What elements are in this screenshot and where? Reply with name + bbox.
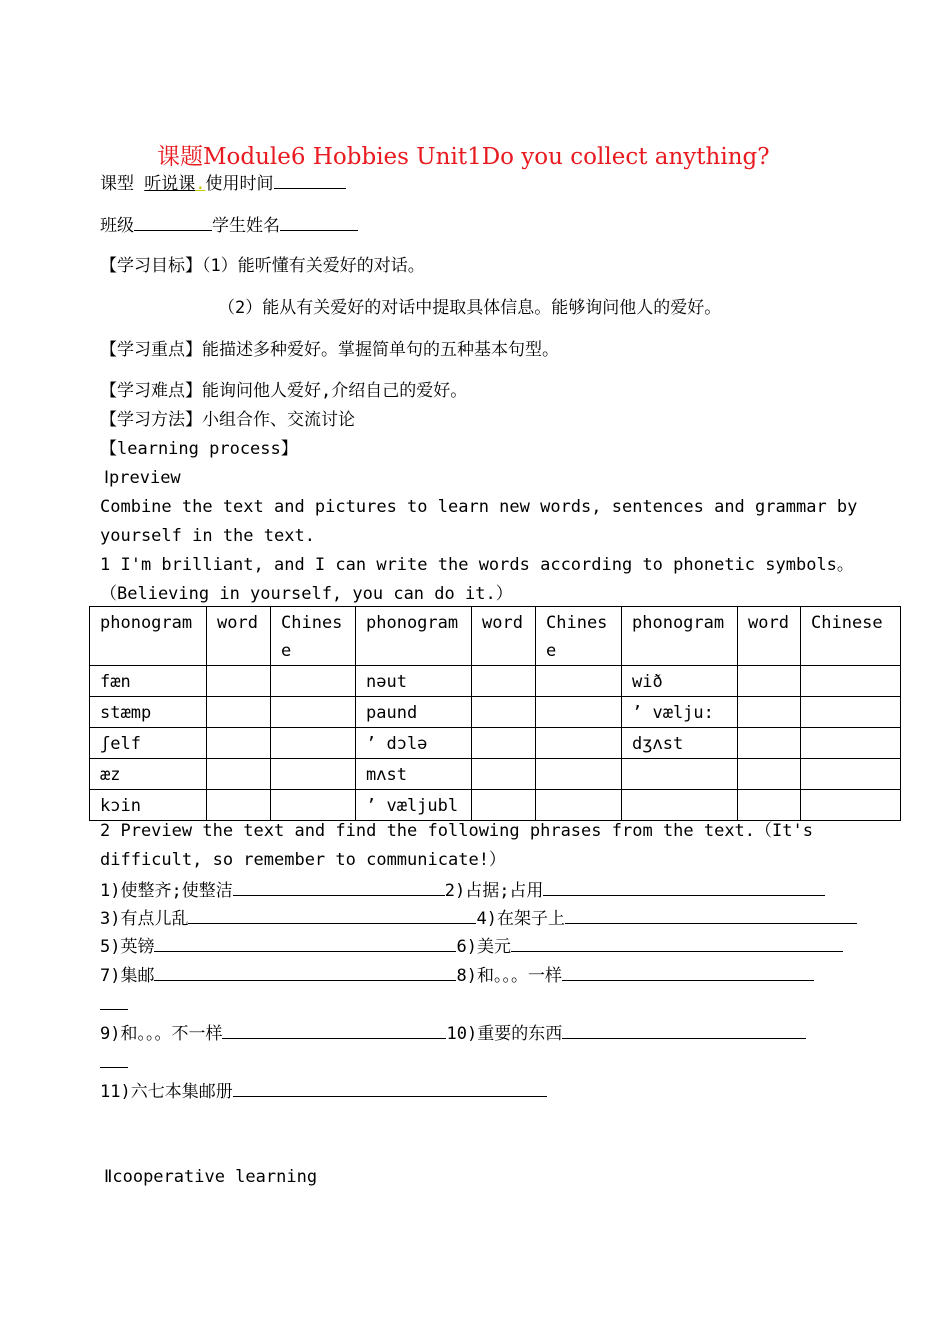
method-label: 【学习方法】 [100,410,202,430]
chinese-answer-cell[interactable] [536,666,622,697]
word-answer-cell[interactable] [472,759,536,790]
table-header-cell: Chinese [801,607,901,666]
phrase-blank[interactable] [511,935,843,952]
phrase-item: 6)美元 [456,937,511,957]
chinese-answer-cell[interactable] [271,697,356,728]
chinese-answer-cell[interactable] [801,728,901,759]
phrase-row [100,935,843,957]
table-header-cell: phonogram [622,607,738,666]
phrase-item: 8)和。。。一样 [456,966,562,986]
word-answer-cell[interactable] [472,697,536,728]
phonogram-cell: kɔin [90,790,207,821]
chinese-answer-cell[interactable] [536,697,622,728]
phrase-blank-wrap [100,1051,128,1073]
word-answer-cell[interactable] [472,790,536,821]
table-header-cell: word [738,607,801,666]
phrase-blank[interactable] [154,935,456,952]
class-name-line [100,214,358,236]
table-header-cell: phonogram [90,607,207,666]
chinese-answer-cell[interactable] [801,697,901,728]
chinese-answer-cell[interactable] [271,728,356,759]
learning-process-heading: 【learning process】 [100,439,298,459]
table-header-cell: phonogram [356,607,472,666]
task2-line-1: 2 Preview the text and find the following phrases from the text.（It's [100,821,813,841]
course-type-value: 听说课 [144,174,196,194]
phonogram-cell: stæmp [90,697,207,728]
phonogram-cell: paund [356,697,472,728]
phonetic-table [89,606,901,821]
course-type-label: 课型 [100,174,134,194]
phrase-item: 5)英镑 [100,937,155,957]
course-type-line: 课型 听说课.使用时间 [100,172,346,194]
phrase-row [100,907,857,929]
phrase-item: 3)有点儿乱 [100,909,189,929]
phrase-item: 9)和。。。不一样 [100,1024,223,1044]
class-blank[interactable] [134,214,212,231]
objective-item-2: （2）能从有关爱好的对话中提取具体信息。能够询问他人的爱好。 [218,298,722,318]
phrase-item: 1)使整齐;使整洁 [100,881,233,901]
phonogram-cell: ’ dɔlə [356,728,472,759]
table-row [90,697,901,728]
phrase-blank[interactable] [222,1022,446,1039]
word-answer-cell[interactable] [207,697,271,728]
phrase-item: 11)六七本集邮册 [100,1082,233,1102]
table-row [90,666,901,697]
difficulties-text: 能询问他人爱好,介绍自己的爱好。 [202,381,468,401]
table-row [90,790,901,821]
class-label: 班级 [100,216,134,236]
phonogram-cell: ’ væljubl [356,790,472,821]
table-header-cell: Chinese [271,607,356,666]
word-answer-cell[interactable] [207,790,271,821]
difficulties-line [100,381,467,401]
chinese-answer-cell[interactable] [536,790,622,821]
difficulties-label: 【学习难点】 [100,381,202,401]
word-answer-cell[interactable] [738,666,801,697]
name-blank[interactable] [280,214,358,231]
word-answer-cell[interactable] [738,728,801,759]
word-answer-cell[interactable] [738,697,801,728]
phrase-row [100,1022,806,1044]
phrase-blank[interactable] [154,964,456,981]
phrase-blank[interactable] [543,879,825,896]
chinese-answer-cell[interactable] [536,728,622,759]
chinese-answer-cell[interactable] [271,759,356,790]
phonogram-cell: wið [622,666,738,697]
word-answer-cell[interactable] [738,790,801,821]
phrase-blank[interactable] [562,964,814,981]
phonogram-cell: mʌst [356,759,472,790]
objectives-line [100,256,425,276]
phonogram-cell: fæn [90,666,207,697]
phonogram-cell [622,759,738,790]
phonogram-cell [622,790,738,821]
table-row [90,759,901,790]
chinese-answer-cell[interactable] [536,759,622,790]
preview-intro-2: yourself in the text. [100,526,315,546]
phrase-blank[interactable] [562,1022,806,1039]
objective-item-1: （1）能听懂有关爱好的对话。 [202,256,425,276]
chinese-answer-cell[interactable] [271,666,356,697]
objectives-label: 【学习目标】 [100,256,202,276]
phrase-blank-wrap [100,993,128,1015]
phonogram-cell: dʒʌst [622,728,738,759]
word-answer-cell[interactable] [472,728,536,759]
student-name-label: 学生姓名 [212,216,280,236]
phrase-item: 10)重要的东西 [446,1024,563,1044]
phrase-blank[interactable] [100,1051,128,1068]
page-title: 课题Module6 Hobbies Unit1Do you collect anything? [157,144,770,170]
phonogram-cell: æz [90,759,207,790]
table-header-cell: Chinese [536,607,622,666]
chinese-answer-cell[interactable] [271,790,356,821]
phrase-blank[interactable] [233,879,445,896]
table-header-row [90,607,901,666]
word-answer-cell[interactable] [472,666,536,697]
phrase-row [100,879,825,901]
phrase-item: 2)占据;占用 [444,881,544,901]
phrase-blank[interactable] [100,993,128,1010]
word-answer-cell[interactable] [207,759,271,790]
preview-intro-1: Combine the text and pictures to learn new words, sentences and grammar by [100,497,858,517]
task1-line-1: 1 I'm brilliant, and I can write the words according to phonetic symbols。 [100,555,854,575]
chinese-answer-cell[interactable] [801,666,901,697]
key-points-label: 【学习重点】 [100,340,202,360]
phrase-blank[interactable] [233,1080,547,1097]
phrase-item: 7)集邮 [100,966,155,986]
time-label: 使用时间 [205,174,274,194]
preview-heading: Ⅰpreview [104,468,181,488]
phonogram-cell: nəut [356,666,472,697]
word-answer-cell[interactable] [207,728,271,759]
phonogram-cell: ’ vælju: [622,697,738,728]
phrase-blank[interactable] [565,907,857,924]
chinese-answer-cell[interactable] [801,790,901,821]
table-header-cell: word [472,607,536,666]
phrase-row [100,1080,547,1102]
word-answer-cell[interactable] [207,666,271,697]
key-points-text: 能描述多种爱好。掌握简单句的五种基本句型。 [202,340,559,360]
word-answer-cell[interactable] [738,759,801,790]
phrase-row [100,964,814,986]
cooperative-heading: Ⅱcooperative learning [104,1167,318,1187]
table-header-cell: word [207,607,271,666]
task1-line-2: （Believing in yourself, you can do it.） [100,584,513,604]
task2-line-2: difficult, so remember to communicate!） [100,850,506,870]
chinese-answer-cell[interactable] [801,759,901,790]
table-row [90,728,901,759]
method-text: 小组合作、交流讨论 [202,410,355,430]
phonogram-cell: ʃelf [90,728,207,759]
phrase-blank[interactable] [188,907,476,924]
key-points-line [100,340,559,360]
time-blank[interactable] [274,172,346,189]
method-line [100,410,355,430]
phrase-item: 4)在架子上 [476,909,565,929]
